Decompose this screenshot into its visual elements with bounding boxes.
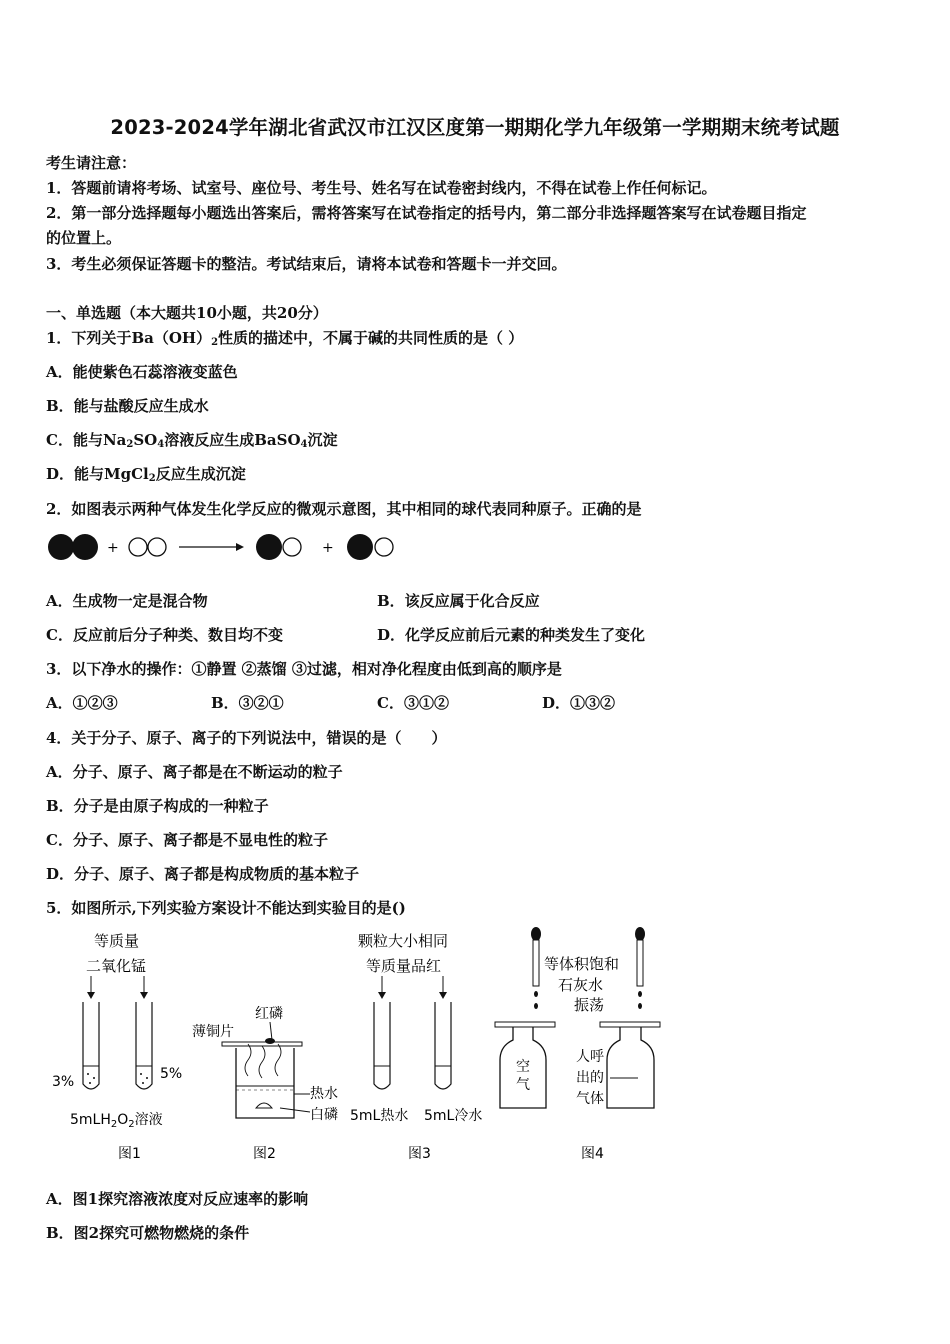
q1-option-a[interactable]: A．能使紫色石蕊溶液变蓝色 [46, 363, 238, 381]
q3-option-c[interactable]: C．③①② [377, 694, 449, 712]
dropper [533, 940, 539, 986]
q3-option-a[interactable]: A．①②③ [46, 694, 118, 712]
figure-2 [192, 1005, 338, 1162]
arrow-head [140, 992, 148, 999]
pointer-line [280, 1108, 310, 1112]
fig2-caption: 图2 [253, 1146, 276, 1162]
red-phosphorus [265, 1038, 275, 1044]
fig3-caption: 图3 [408, 1146, 431, 1162]
white-phosphorus [256, 1103, 272, 1108]
notice-item: 的位置上。 [46, 229, 122, 247]
q1-option-c[interactable]: C．能与$Na_2SO_4$溶液反应生成BaSO$_4$沉淀 [46, 431, 338, 450]
test-tube [374, 1002, 390, 1089]
glass-cover [495, 1022, 555, 1027]
glass-cover [600, 1022, 660, 1027]
figure-1 [52, 932, 182, 1162]
fig2-label: 白磷 [310, 1107, 338, 1123]
experiment-figures [40, 926, 920, 1176]
fig1-label: 等质量 [94, 932, 140, 950]
section-heading: 一、单选题（本大题共10小题，共20分） [46, 304, 328, 322]
fig4-label: 空 [516, 1059, 530, 1075]
black-atom [48, 534, 74, 560]
fig4-caption: 图4 [581, 1146, 604, 1162]
black-atom [256, 534, 282, 560]
fig1-label: 二氧化锰 [86, 957, 147, 975]
q5-option-a[interactable]: A．图1探究溶液浓度对反应速率的影响 [46, 1190, 309, 1208]
notice-item: 1．答题前请将考场、试室号、座位号、考生号、姓名写在试卷密封线内，不得在试卷上作任何标记。 [46, 179, 717, 197]
notice-item: 3．考生必须保证答题卡的整洁。考试结束后，请将本试卷和答题卡一并交回。 [46, 255, 567, 273]
page-title: 2023-2024学年湖北省武汉市江汉区度第一期期化学九年级第一学期期末统考试题 [110, 116, 840, 139]
q4-option-b[interactable]: B．分子是由原子构成的一种粒子 [46, 797, 269, 815]
fig2-label: 薄铜片 [192, 1024, 234, 1040]
fig1-solution: $5mLH_2O_2$溶液 [70, 1112, 163, 1130]
reaction-diagram [44, 530, 414, 566]
white-atom [148, 538, 166, 556]
q2-stem: 2．如图表示两种气体发生化学反应的微观示意图，其中相同的球代表同种原子。正确的是 [46, 500, 642, 518]
fig1-concentration: 3% [52, 1074, 75, 1090]
test-tube [435, 1002, 451, 1089]
figure-3 [350, 932, 482, 1162]
q3-stem: 3．以下净水的操作：①静置 ②蒸馏 ③过滤，相对净化程度由低到高的顺序是 [46, 660, 562, 678]
q2-option-a[interactable]: A．生成物一定是混合物 [46, 592, 208, 610]
fig4-label: 气体 [576, 1091, 604, 1107]
q1-stem: 1．下列关于$Ba(OH)_2$性质的描述中，不属于碱的共同性质的是（ ） [46, 329, 524, 348]
arrow-head [439, 992, 447, 999]
pointer-line [270, 1022, 272, 1040]
q1-option-d[interactable]: D．能与MgCl$_2$反应生成沉淀 [46, 465, 246, 484]
q4-option-c[interactable]: C．分子、原子、离子都是不显电性的粒子 [46, 831, 328, 849]
q5-option-b[interactable]: B．图2探究可燃物燃烧的条件 [46, 1224, 250, 1242]
plus-sign: + [107, 540, 119, 556]
fig3-label: 5mL热水 [350, 1108, 409, 1124]
black-atom [347, 534, 373, 560]
fig2-label: 热水 [310, 1086, 338, 1102]
q4-option-d[interactable]: D．分子、原子、离子都是构成物质的基本粒子 [46, 865, 360, 883]
arrow-head [87, 992, 95, 999]
heat-waves [245, 1044, 281, 1078]
white-atom [375, 538, 393, 556]
fig4-label: 等体积饱和 [544, 955, 620, 973]
q5-stem: 5．如图所示,下列实验方案设计不能达到实验目的是() [46, 899, 406, 917]
arrow-head [236, 543, 244, 551]
notice-item: 2．第一部分选择题每小题选出答案后，需将答案写在试卷指定的括号内，第二部分非选择题答案写在试卷题目指定 [46, 204, 807, 222]
dropper-bulb [531, 927, 541, 941]
fig4-label: 气 [516, 1077, 530, 1093]
white-atom [283, 538, 301, 556]
figure-4 [495, 927, 660, 1162]
fig4-label: 出的 [576, 1070, 604, 1086]
fig1-concentration: 5% [160, 1066, 183, 1082]
q3-option-b[interactable]: B．③②① [211, 694, 284, 712]
q2-option-b[interactable]: B．该反应属于化合反应 [377, 592, 540, 610]
fig4-label: 石灰水 [558, 976, 604, 994]
plus-sign: + [322, 540, 334, 556]
dropper-bulb [635, 927, 645, 941]
q4-stem: 4．关于分子、原子、离子的下列说法中，错误的是（ ） [46, 729, 447, 747]
q1-option-b[interactable]: B．能与盐酸反应生成水 [46, 397, 209, 415]
white-atom [129, 538, 147, 556]
test-tube [136, 1002, 152, 1089]
fig3-label: 等质量品红 [366, 957, 442, 975]
copper-plate [222, 1042, 302, 1046]
q3-option-d[interactable]: D．①③② [542, 694, 616, 712]
fig4-label: 人呼 [576, 1049, 604, 1065]
test-tube [83, 1002, 99, 1089]
fig3-label: 颗粒大小相同 [358, 932, 449, 950]
fig2-label: 红磷 [255, 1006, 283, 1022]
dropper [637, 940, 643, 986]
q2-option-c[interactable]: C．反应前后分子种类、数目均不变 [46, 626, 283, 644]
arrow-head [378, 992, 386, 999]
q4-option-a[interactable]: A．分子、原子、离子都是在不断运动的粒子 [46, 763, 343, 781]
q2-option-d[interactable]: D．化学反应前后元素的种类发生了变化 [377, 626, 646, 644]
fig4-label: 振荡 [574, 996, 605, 1014]
fig3-label: 5mL冷水 [424, 1108, 483, 1124]
fig1-caption: 图1 [118, 1146, 141, 1162]
notice-heading: 考生请注意： [46, 154, 137, 172]
black-atom [72, 534, 98, 560]
gas-bottle [607, 1027, 654, 1108]
